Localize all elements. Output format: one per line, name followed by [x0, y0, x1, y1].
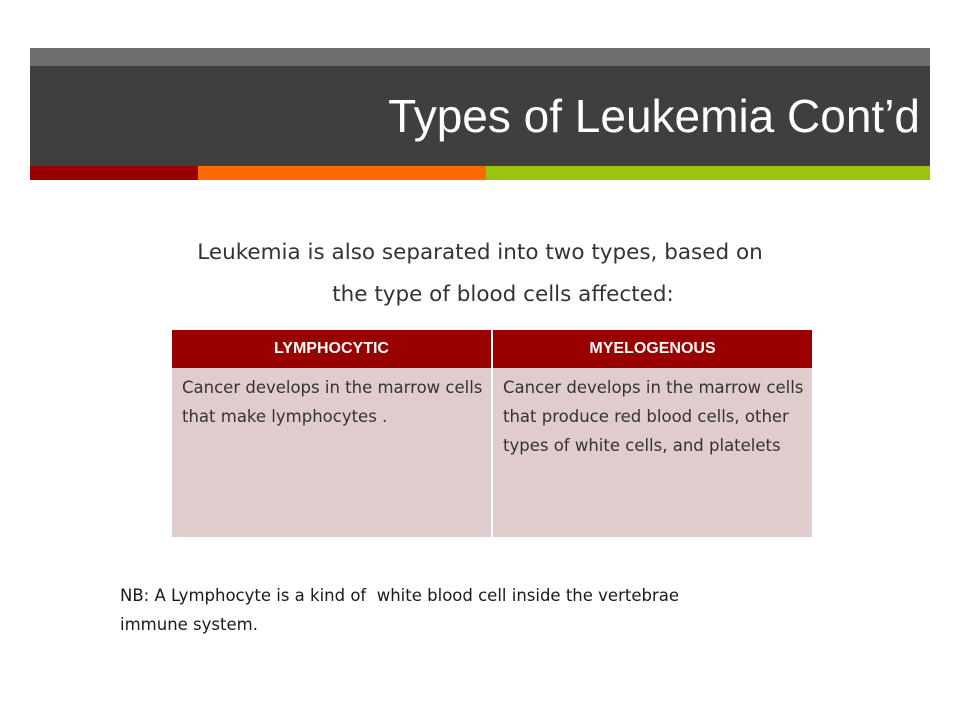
intro-text [110, 232, 850, 316]
intro-line-2: the type of blood cells affected: [332, 282, 674, 307]
title-bar [30, 66, 930, 166]
table-header-myelogenous: MYELOGENOUS [492, 330, 812, 368]
title-top-strip [30, 48, 930, 66]
table-header-row [172, 330, 812, 368]
table-cell-lymphocytic: Cancer develops in the marrow cells that make lymphocytes . [172, 368, 492, 537]
footnote-line-1: NB: A Lymphocyte is a kind of white blood cell inside the vertebrae [120, 586, 679, 605]
intro-line-1: Leukemia is also separated into two types, based on [197, 240, 763, 265]
footnote-line-2: immune system. [120, 615, 258, 634]
table-cell-myelogenous: Cancer develops in the marrow cells that produce red blood cells, other types of white cells, and platelets [492, 368, 812, 537]
footnote [120, 581, 840, 639]
slide-title: Types of Leukemia Cont’d [388, 90, 920, 142]
accent-stripe-green [486, 166, 930, 180]
leukemia-types-table [172, 330, 812, 537]
table-header-lymphocytic: LYMPHOCYTIC [172, 330, 492, 368]
accent-stripe-orange [198, 166, 486, 180]
accent-stripe-red [30, 166, 198, 180]
table-row [172, 368, 812, 537]
